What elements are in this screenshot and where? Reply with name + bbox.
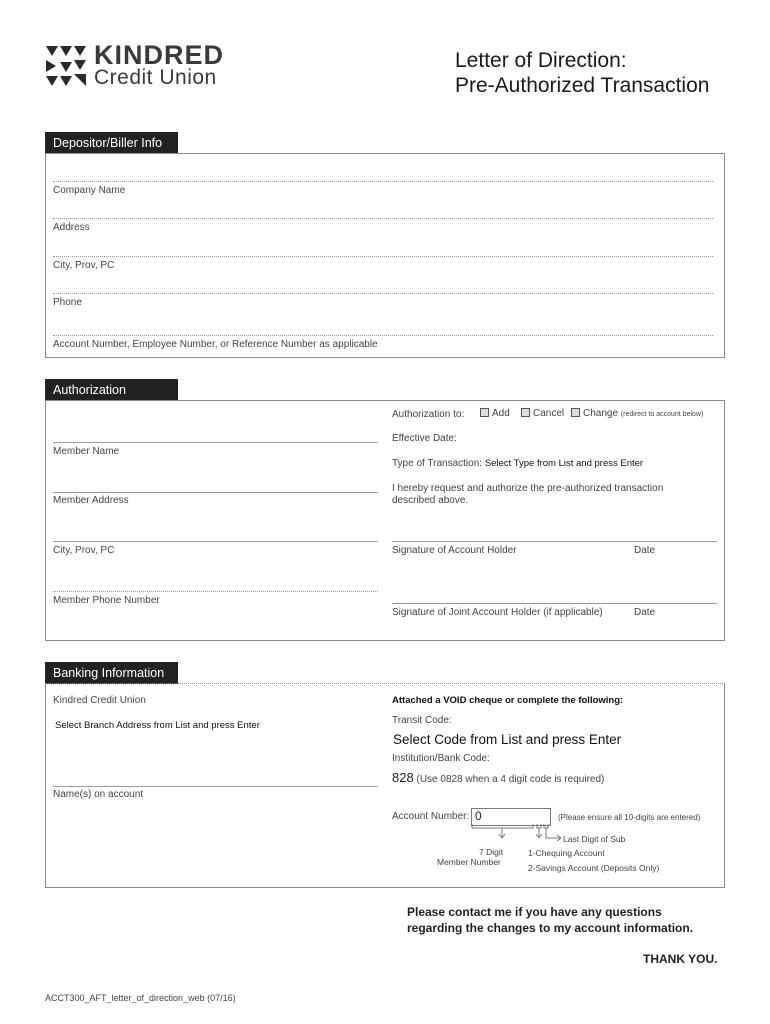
change-note: (redirect to account below) <box>620 411 704 418</box>
account-number-note: (Please ensure all 10-digits are entered) <box>558 813 701 822</box>
option-change[interactable] <box>571 408 703 419</box>
contact-message-line2: regarding the changes to my account information. <box>407 921 694 935</box>
document-title-line2: Pre-Authorized Transaction <box>455 74 710 97</box>
holder-signature-line[interactable] <box>392 541 717 542</box>
address-line[interactable] <box>53 218 713 219</box>
joint-date-label: Date <box>634 607 656 618</box>
member-number-label: Member Number <box>437 857 501 867</box>
cancel-checkbox[interactable] <box>521 408 530 417</box>
city-label: City, Prov, PC <box>53 260 115 271</box>
brand-subtitle: Credit Union <box>94 66 217 89</box>
member-address-label: Member Address <box>53 495 129 506</box>
kindred-logo-icon <box>44 44 88 88</box>
cancel-label: Cancel <box>533 408 565 419</box>
section-tab-banking: Banking Information <box>45 662 178 684</box>
member-name-line[interactable] <box>53 442 378 443</box>
option-add[interactable] <box>480 408 510 419</box>
company-name-label: Company Name <box>53 185 126 196</box>
institution-code-note: (Use 0828 when a 4 digit code is required) <box>416 774 605 785</box>
joint-signature-line[interactable] <box>392 603 717 604</box>
institution-name: Kindred Credit Union <box>53 695 146 706</box>
transaction-type-label: Type of Transaction: <box>392 458 483 469</box>
effective-date-label: Effective Date: <box>392 433 457 444</box>
account-reference-label: Account Number, Employee Number, or Reference Number as applicable <box>53 339 378 350</box>
institution-code-value[interactable]: 828 <box>392 770 414 785</box>
account-reference-line[interactable] <box>53 335 713 336</box>
address-label: Address <box>53 222 90 233</box>
document-title-line1: Letter of Direction: <box>455 49 627 72</box>
authorization-to-label: Authorization to: <box>392 409 465 420</box>
names-on-account-label: Name(s) on account <box>53 789 144 800</box>
section-tab-authorization: Authorization <box>45 379 178 401</box>
brand-name: KINDRED <box>94 40 225 70</box>
change-checkbox[interactable] <box>571 408 580 417</box>
change-label: Change <box>583 408 619 419</box>
holder-date-label: Date <box>634 545 656 556</box>
account-number-value: 0 <box>475 809 482 823</box>
member-city-line[interactable] <box>53 541 378 542</box>
section-tab-depositor: Depositor/Biller Info <box>45 132 178 154</box>
branch-address-select[interactable]: Select Branch Address from List and press Enter <box>55 720 260 731</box>
member-phone-label: Member Phone Number <box>53 595 160 606</box>
holder-signature-label: Signature of Account Holder <box>392 545 517 556</box>
transaction-type-field[interactable] <box>392 458 643 469</box>
institution-code-label: Institution/Bank Code: <box>392 753 490 764</box>
contact-message-line1: Please contact me if you have any questions <box>407 905 662 919</box>
transit-code-select[interactable]: Select Code from List and press Enter <box>393 732 622 747</box>
institution-code-field[interactable] <box>392 770 604 785</box>
form-code: ACCT300_AFT_letter_of_direction_web (07/16) <box>45 993 236 1003</box>
joint-signature-label: Signature of Joint Account Holder (if applicable) <box>392 607 603 618</box>
phone-label: Phone <box>53 297 82 308</box>
transit-code-label: Transit Code: <box>392 715 452 726</box>
option-cancel[interactable] <box>521 408 564 419</box>
request-line2: described above. <box>392 495 469 506</box>
phone-line[interactable] <box>53 293 713 294</box>
transaction-type-select[interactable]: Select Type from List and press Enter <box>484 458 644 469</box>
member-city-label: City, Prov, PC <box>53 545 115 556</box>
seven-digit-label: 7 Digit <box>479 847 504 857</box>
chequing-label: 1-Chequing Account <box>528 848 605 858</box>
account-number-label: Account Number: <box>392 811 470 822</box>
add-label: Add <box>492 408 510 419</box>
request-line1: I hereby request and authorize the pre-authorized transaction <box>392 483 664 494</box>
member-name-label: Member Name <box>53 446 120 457</box>
depositor-section <box>45 153 725 358</box>
savings-label: 2-Savings Account (Deposits Only) <box>528 863 660 873</box>
banking-section <box>45 683 725 888</box>
city-line[interactable] <box>53 256 713 257</box>
member-address-line[interactable] <box>53 492 378 493</box>
void-cheque-note: Attached a VOID cheque or complete the following: <box>392 695 624 706</box>
document-title <box>455 48 709 98</box>
member-phone-line[interactable] <box>53 591 378 592</box>
names-on-account-line[interactable] <box>53 786 378 787</box>
last-digit-label: Last Digit of Sub <box>563 834 626 844</box>
add-checkbox[interactable] <box>480 408 489 417</box>
company-name-line[interactable] <box>53 181 713 182</box>
authorization-section <box>45 400 725 641</box>
contact-message <box>407 904 693 936</box>
thank-you: THANK YOU. <box>643 952 718 966</box>
